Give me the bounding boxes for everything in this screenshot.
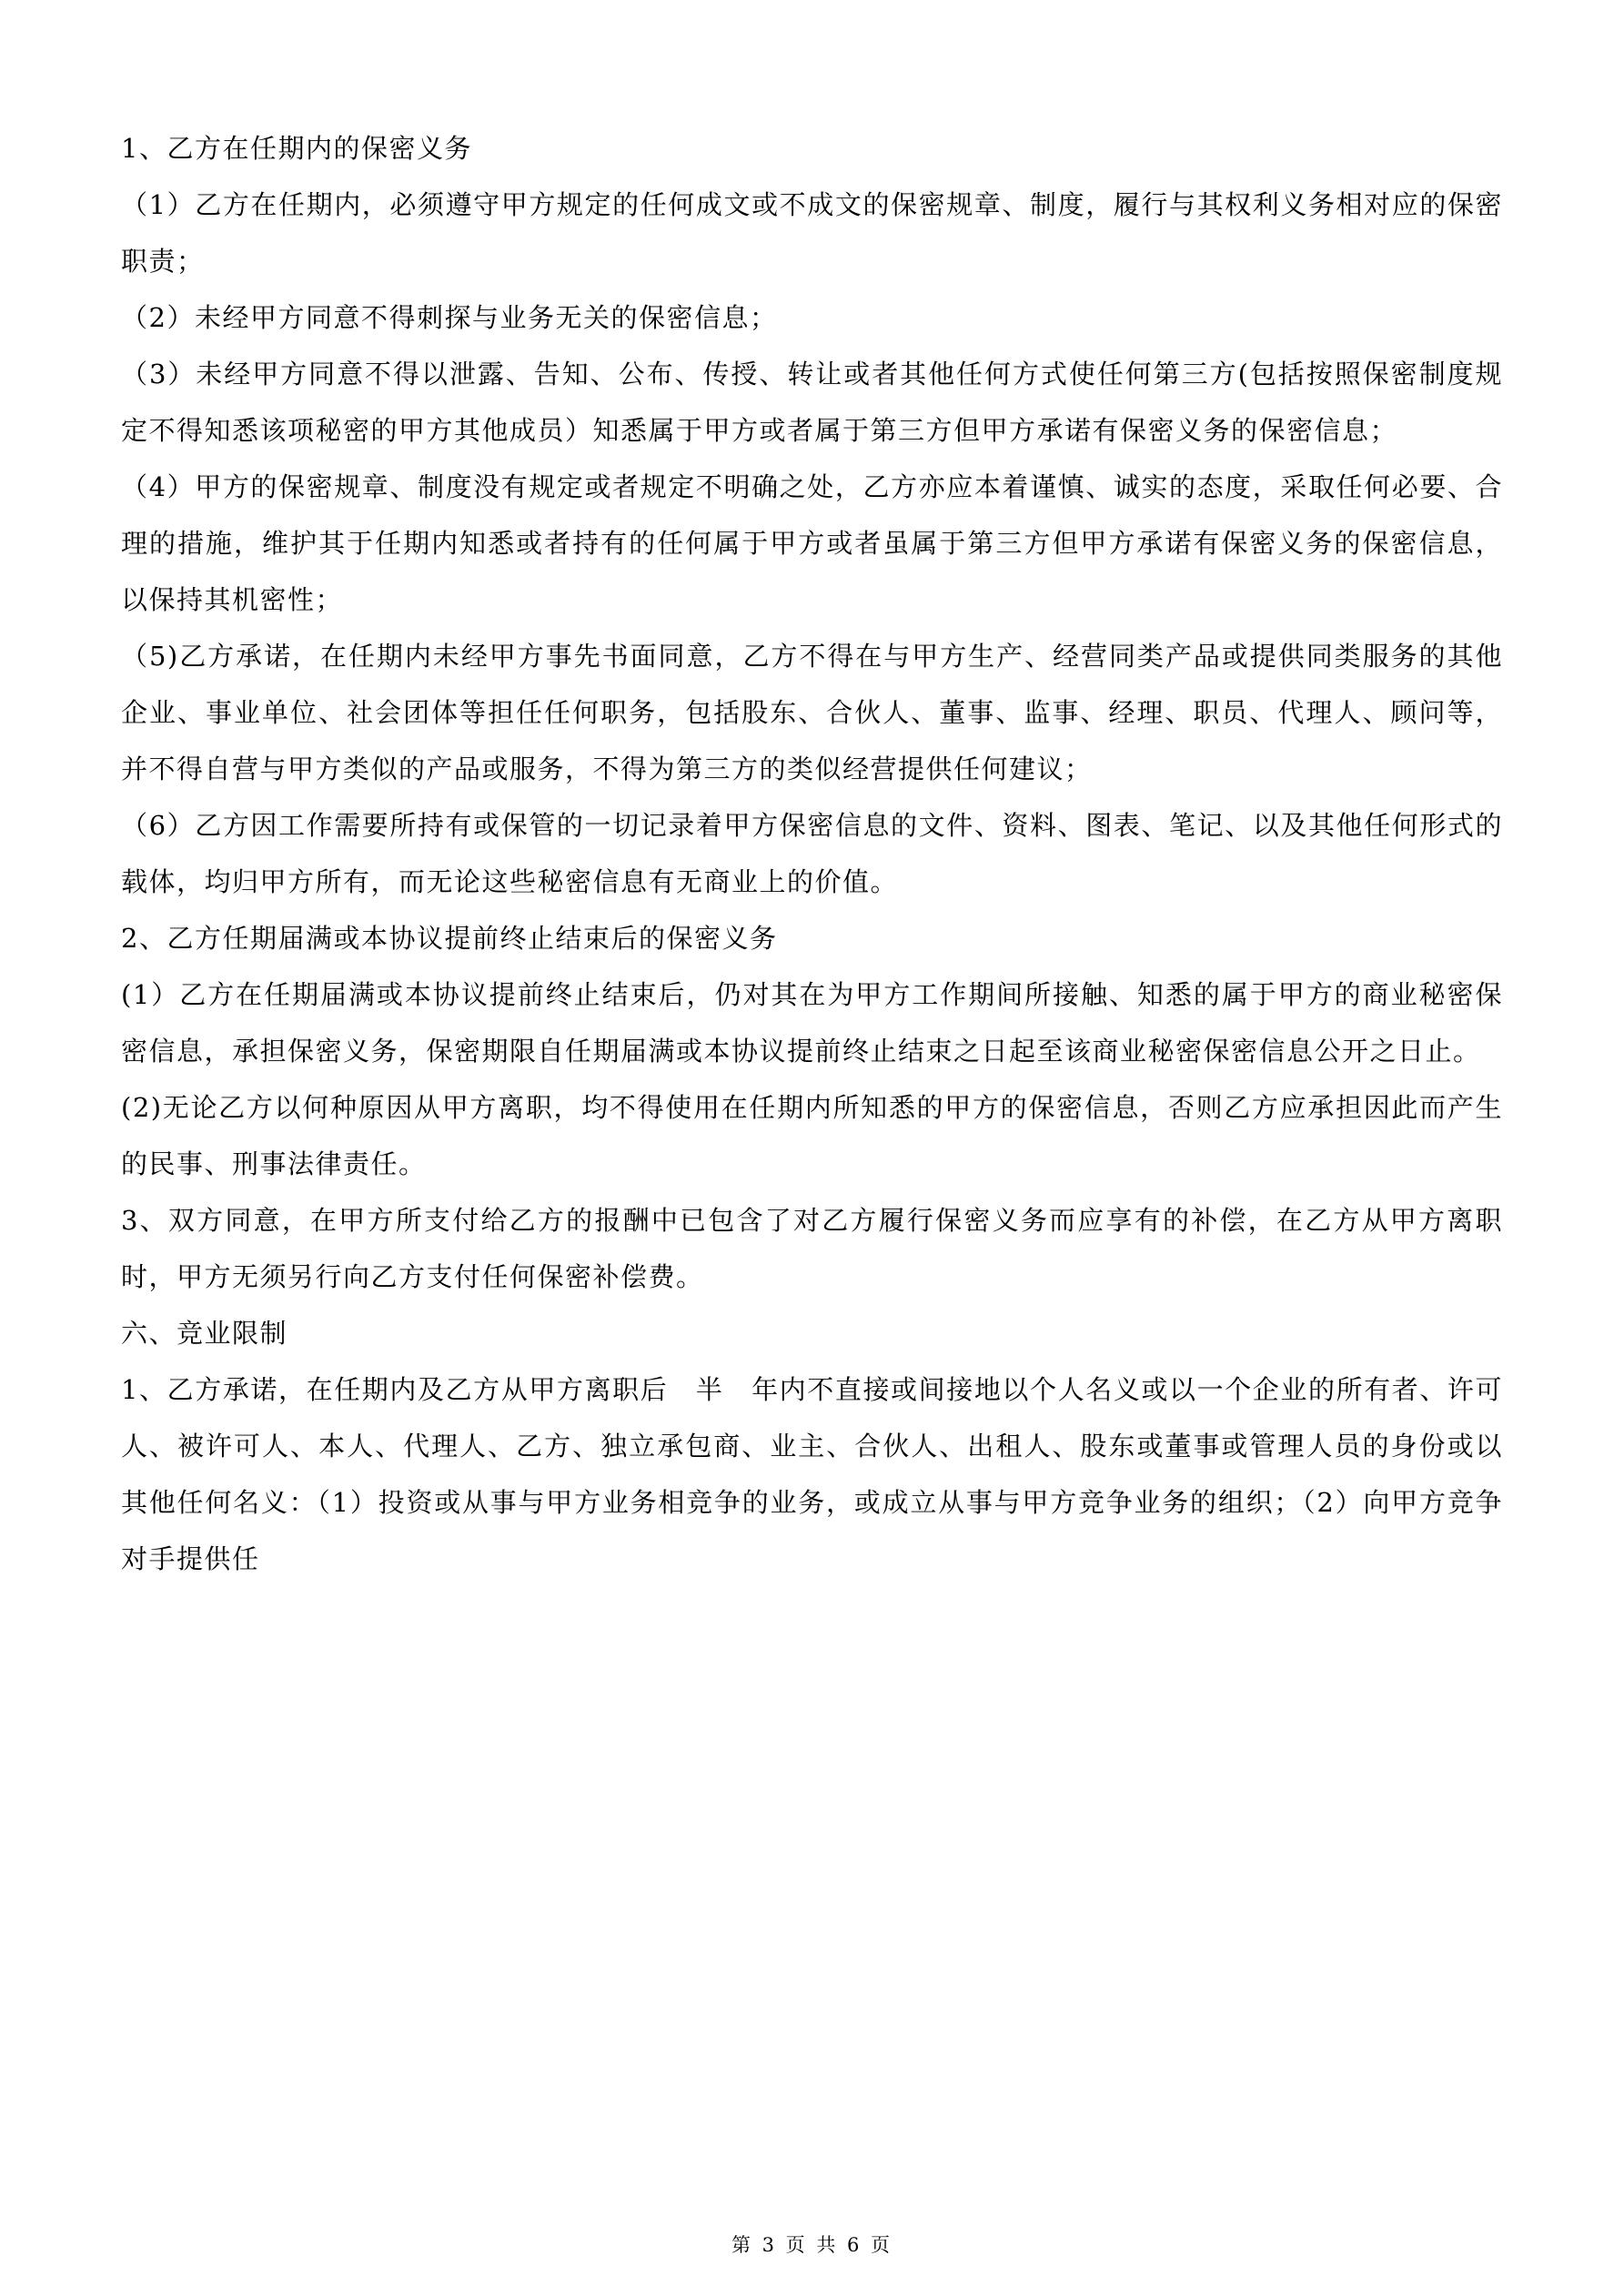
paragraph: (2)无论乙方以何种原因从甲方离职，均不得使用在任期内所知悉的甲方的保密信息，否则乙方应承担因此而产生的民事、刑事法律责任。 <box>121 1092 1503 1179</box>
paragraph: （1）乙方在任期内，必须遵守甲方规定的任何成文或不成文的保密规章、制度，履行与其权利义务相对应的保密职责； <box>121 189 1503 277</box>
paragraph: 2、乙方任期届满或本协议提前终止结束后的保密义务 <box>121 923 778 954</box>
paragraph: 3、双方同意，在甲方所支付给乙方的报酬中已包含了对乙方履行保密义务而应享有的补偿，在乙方从甲方离职时，甲方无须另行向乙方支付任何保密补偿费。 <box>121 1205 1503 1292</box>
paragraph: 六、竞业限制 <box>121 1318 288 1349</box>
paragraph: 1、乙方承诺，在任期内及乙方从甲方离职后 半 年内不直接或间接地以个人名义或以一个企业的所有者、许可人、被许可人、本人、代理人、乙方、独立承包商、业主、合伙人、出租人、股东或董事或管理人员的身份或以其他任何名义：（1）投资或从事与甲方业务相竞争的业务，或成立从事与甲方竞争业务的组织；（2）向甲方竞争对手提供任 <box>121 1374 1503 1574</box>
paragraph: （4）甲方的保密规章、制度没有规定或者规定不明确之处，乙方亦应本着谨慎、诚实的态度，采取任何必要、合理的措施，维护其于任期内知悉或者持有的任何属于甲方或者虽属于第三方但甲方承诺有保密义务的保密信息，以保持其机密性； <box>121 471 1503 615</box>
paragraph: （2）未经甲方同意不得刺探与业务无关的保密信息； <box>121 302 778 333</box>
document-body <box>121 120 1503 1587</box>
paragraph: 1、乙方在任期内的保密义务 <box>121 133 472 164</box>
paragraph: （5)乙方承诺，在任期内未经甲方事先书面同意，乙方不得在与甲方生产、经营同类产品或提供同类服务的其他企业、事业单位、社会团体等担任任何职务，包括股东、合伙人、董事、监事、经理、职员、代理人、顾问等，并不得自营与甲方类似的产品或服务，不得为第三方的类似经营提供任何建议； <box>121 641 1503 784</box>
paragraph: （3）未经甲方同意不得以泄露、告知、公布、传授、转让或者其他任何方式使任何第三方(包括按照保密制度规定不得知悉该项秘密的甲方其他成员）知悉属于甲方或者属于第三方但甲方承诺有保密义务的保密信息； <box>121 359 1503 446</box>
paragraph: （6）乙方因工作需要所持有或保管的一切记录着甲方保密信息的文件、资料、图表、笔记、以及其他任何形式的载体，均归甲方所有，而无论这些秘密信息有无商业上的价值。 <box>121 810 1503 897</box>
paragraph: (1）乙方在任期届满或本协议提前终止结束后，仍对其在为甲方工作期间所接触、知悉的属于甲方的商业秘密保密信息，承担保密义务，保密期限自任期届满或本协议提前终止结束之日起至该商业秘密保密信息公开之日止。 <box>121 979 1503 1067</box>
page-footer: 第 3 页 共 6 页 <box>731 2234 893 2256</box>
